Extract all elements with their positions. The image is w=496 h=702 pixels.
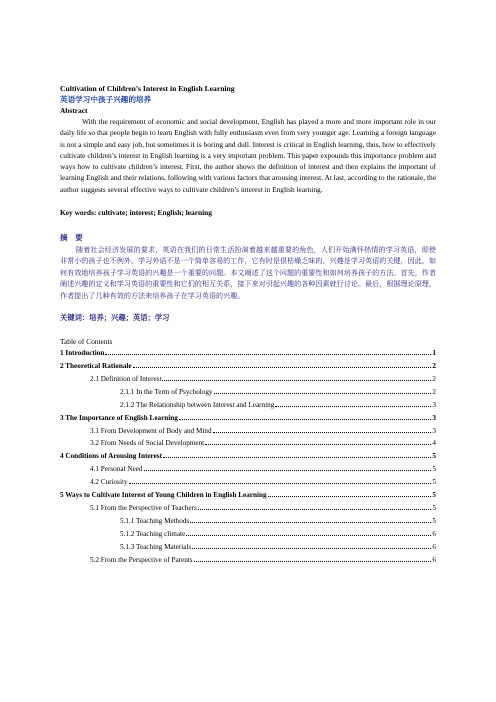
toc-entry-title: 5.1 From the Perspective of Teachers [90,503,197,512]
toc-page-number: 5 [432,465,436,474]
toc-entry-title: 5.2 From the Perspective of Parents [90,555,193,564]
toc-leader-dots [205,444,431,445]
toc-leader-dots [129,483,432,484]
toc-page-number: 5 [432,516,436,525]
toc-entry[interactable] [60,502,436,515]
toc-entry[interactable] [60,437,436,450]
chinese-title: 英语学习中孩子兴趣的培养 [60,95,152,104]
toc-entry[interactable] [60,373,436,386]
toc-entry-title: 2.1 Definition of Interest [90,374,162,383]
toc-page-number: 1 [432,349,436,358]
toc-entry-title: 1 Introduction [60,349,105,358]
toc-entry[interactable] [60,386,436,399]
toc-entry[interactable] [60,554,436,567]
toc-entry-title: 5.1.2 Teaching climate [120,529,186,538]
toc-entry[interactable] [60,463,436,476]
english-keywords: Key words: cultivate; interest; English; learning [60,208,212,218]
toc-page-number: 5 [432,478,436,487]
toc-leader-dots [163,457,431,458]
toc-leader-dots [162,380,431,381]
toc-leader-dots [186,535,431,536]
toc-entry-title: 4.2 Curiosity [90,478,128,487]
chinese-abstract-text: 随着社会经济发展的要求，英语在我们的日常生活扮演着越来越重要的角色，人们开始满怀热情的学习英语，即使非常小的孩子也不例外。学习外语不是一个简单容易的工作，它有时是很枯燥乏味的。兴趣是学习英语的关键，因此，如何有效地培养孩子学习英语的兴趣是一个重要的问题。本文阐述了这个问题的重要性和如何培养孩子的方法。首先，作者阐述兴趣的定义和学习英语的重要性和它们的相互关系，接下来对引起兴趣的各种因素就行讨论。最后，根据理论原理，作者提出了几种有效的方法来培养孩子在学习英语的兴趣。 [60,245,436,300]
toc-entry[interactable] [60,541,436,554]
toc-entry-title: 3 The Importance of English Learning [60,413,178,422]
toc-leader-dots [268,496,432,497]
toc-title: Table of Contents [60,337,113,347]
toc-page-number: 2 [432,362,436,371]
toc-page-number: 2 [432,374,436,383]
toc-page-number: 6 [432,542,436,551]
abstract-text: With the requirement of economic and social development, English has played a more and more important role in our daily life so that people begin to learn English with fully enthusiasm even from very younger age. Learning a foreign language is not a simple and easy job, but sometimes it is boring and dull. Interest is critical in English learning, thus, how to effectively cultivate children’s interest in English learning is a very important problem. This paper expounds this importance problem and ways how to cultivate children’s interest. First, the author shows the definition of interest and then explains the important of learning English and their relations, following with various factors that arousing interest. At last, according to the rationale, the author suggests several effective ways to cultivate children’s interest in English learning. [60,117,436,194]
toc-page-number: 3 [432,426,436,435]
toc-entry[interactable] [60,425,436,438]
document-page [60,84,436,567]
toc-page-number: 5 [432,491,436,500]
toc-entry-title: 2.1.1 In the Term of Psychology [120,387,213,396]
toc-entry[interactable] [60,412,436,425]
toc-leader-dots [214,393,432,394]
toc-entry-title: 3.2 From Needs of Social Development [90,439,205,448]
toc-leader-dots [275,406,431,407]
toc-leader-dots [105,354,431,355]
toc-leader-dots [194,561,432,562]
chinese-abstract-heading: 摘 要 [60,233,83,243]
toc-page-number: 3 [432,413,436,422]
toc-entry-title: 5.1.3 Teaching Materials [120,542,192,551]
toc-leader-dots [198,509,432,510]
toc-entry[interactable] [60,347,436,360]
toc-page-number: 6 [432,555,436,564]
toc-leader-dots [179,419,432,420]
toc-page-number: 4 [432,439,436,448]
table-of-contents [60,347,436,566]
toc-entry-title: 5 Ways to Cultivate Interest of Young Children in English Learning [60,491,267,500]
toc-leader-dots [144,470,432,471]
toc-entry[interactable] [60,450,436,463]
toc-entry[interactable] [60,489,436,502]
toc-entry[interactable] [60,528,436,541]
toc-page-number: 5 [432,452,436,461]
toc-entry-title: 3.1 From Development of Body and Mind [90,426,212,435]
english-title: Cultivation of Children’s Interest in English Learning [60,84,235,93]
toc-page-number: 6 [432,529,436,538]
toc-entry[interactable] [60,399,436,412]
toc-entry-title: 2.1.2 The Relationship between Interest and Learning [120,400,275,409]
toc-page-number: 3 [432,400,436,409]
toc-entry-title: 5.1.1 Teaching Methods [120,516,190,525]
toc-leader-dots [213,432,432,433]
toc-leader-dots [190,522,431,523]
toc-leader-dots [192,548,431,549]
toc-entry-title: 2 Theoretical Rationale [60,362,132,371]
toc-entry-title: 4.1 Personal Need [90,465,143,474]
toc-leader-dots [133,367,432,368]
toc-entry[interactable] [60,360,436,373]
abstract-label: Abstract [60,106,88,115]
toc-page-number: 5 [432,503,436,512]
toc-entry[interactable] [60,515,436,528]
toc-entry[interactable] [60,476,436,489]
chinese-keywords: 关键词：培养；兴趣；英语；学习 [60,313,170,323]
toc-entry-title: 4 Conditions of Arousing Interest [60,452,162,461]
toc-page-number: 2 [432,387,436,396]
